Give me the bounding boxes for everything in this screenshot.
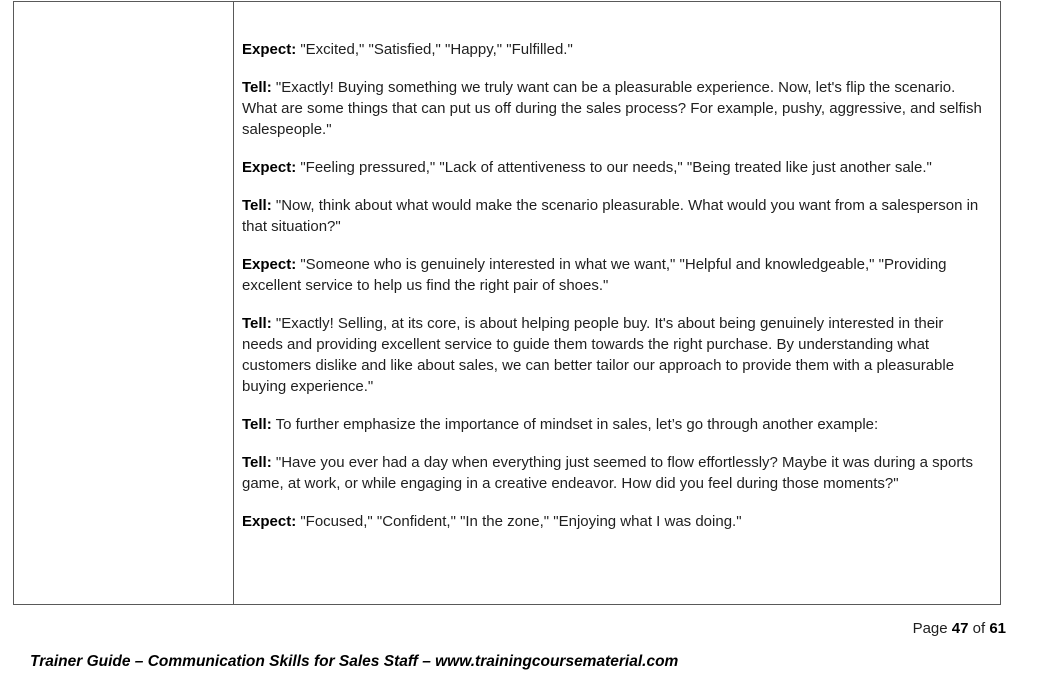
paragraph-label: Tell:	[242, 416, 272, 433]
guide-paragraph	[242, 414, 984, 435]
page-indicator-prefix: Page	[912, 620, 952, 637]
guide-paragraph	[242, 39, 984, 60]
table-cell-left	[14, 2, 234, 604]
paragraph-label: Tell:	[242, 315, 272, 332]
paragraph-text: To further emphasize the importance of mindset in sales, let’s go through another example:	[271, 416, 879, 433]
guide-paragraph	[242, 157, 984, 178]
page-indicator-separator: of	[968, 620, 990, 637]
paragraph-text: "Someone who is genuinely interested in what we want," "Helpful and knowledgeable," "Providing excellent service to help us find the right pair of shoes."	[242, 256, 947, 294]
guide-paragraph	[242, 254, 984, 296]
paragraph-label: Expect:	[242, 513, 297, 530]
paragraph-label: Expect:	[242, 256, 297, 273]
paragraph-text: "Now, think about what would make the scenario pleasurable. What would you want from a salesperson in that situation?"	[242, 197, 979, 235]
paragraph-label: Expect:	[242, 159, 297, 176]
guide-paragraph	[242, 313, 984, 397]
guide-paragraph	[242, 452, 984, 494]
guide-paragraph	[242, 511, 984, 532]
document-footer: Trainer Guide – Communication Skills for Sales Staff – www.trainingcoursematerial.com	[30, 653, 679, 670]
paragraph-label: Expect:	[242, 41, 297, 58]
paragraph-label: Tell:	[242, 454, 272, 471]
paragraph-text: "Have you ever had a day when everything just seemed to flow effortlessly? Maybe it was during a sports game, at work, or while engaging in a creative endeavor. How did you feel during those moments?"	[242, 454, 973, 492]
paragraph-text: "Feeling pressured," "Lack of attentiveness to our needs," "Being treated like just another sale."	[296, 159, 932, 176]
paragraph-text: "Exactly! Buying something we truly want can be a pleasurable experience. Now, let's flip the scenario. What are some things that can put us off during the sales process? For example, pushy, aggressive, and selfish salespeople."	[242, 79, 982, 138]
paragraph-label: Tell:	[242, 197, 272, 214]
trainer-guide-table	[13, 1, 1001, 605]
page-number-total: 61	[989, 620, 1006, 637]
guide-paragraph	[242, 195, 984, 237]
paragraph-label: Tell:	[242, 79, 272, 96]
paragraph-text: "Excited," "Satisfied," "Happy," "Fulfilled."	[296, 41, 573, 58]
page-number-current: 47	[951, 620, 969, 637]
paragraph-text: "Focused," "Confident," "In the zone," "Enjoying what I was doing."	[296, 513, 742, 530]
paragraph-text: "Exactly! Selling, at its core, is about helping people buy. It's about being genuinely interested in their needs and providing excellent service to guide them towards the right purchase. By understanding what customers dislike and like about sales, we can better tailor our approach to provide them with a pleasurable buying experience."	[242, 315, 955, 395]
page-indicator	[913, 620, 1006, 637]
guide-paragraph	[242, 77, 984, 140]
table-cell-script	[234, 2, 1000, 604]
